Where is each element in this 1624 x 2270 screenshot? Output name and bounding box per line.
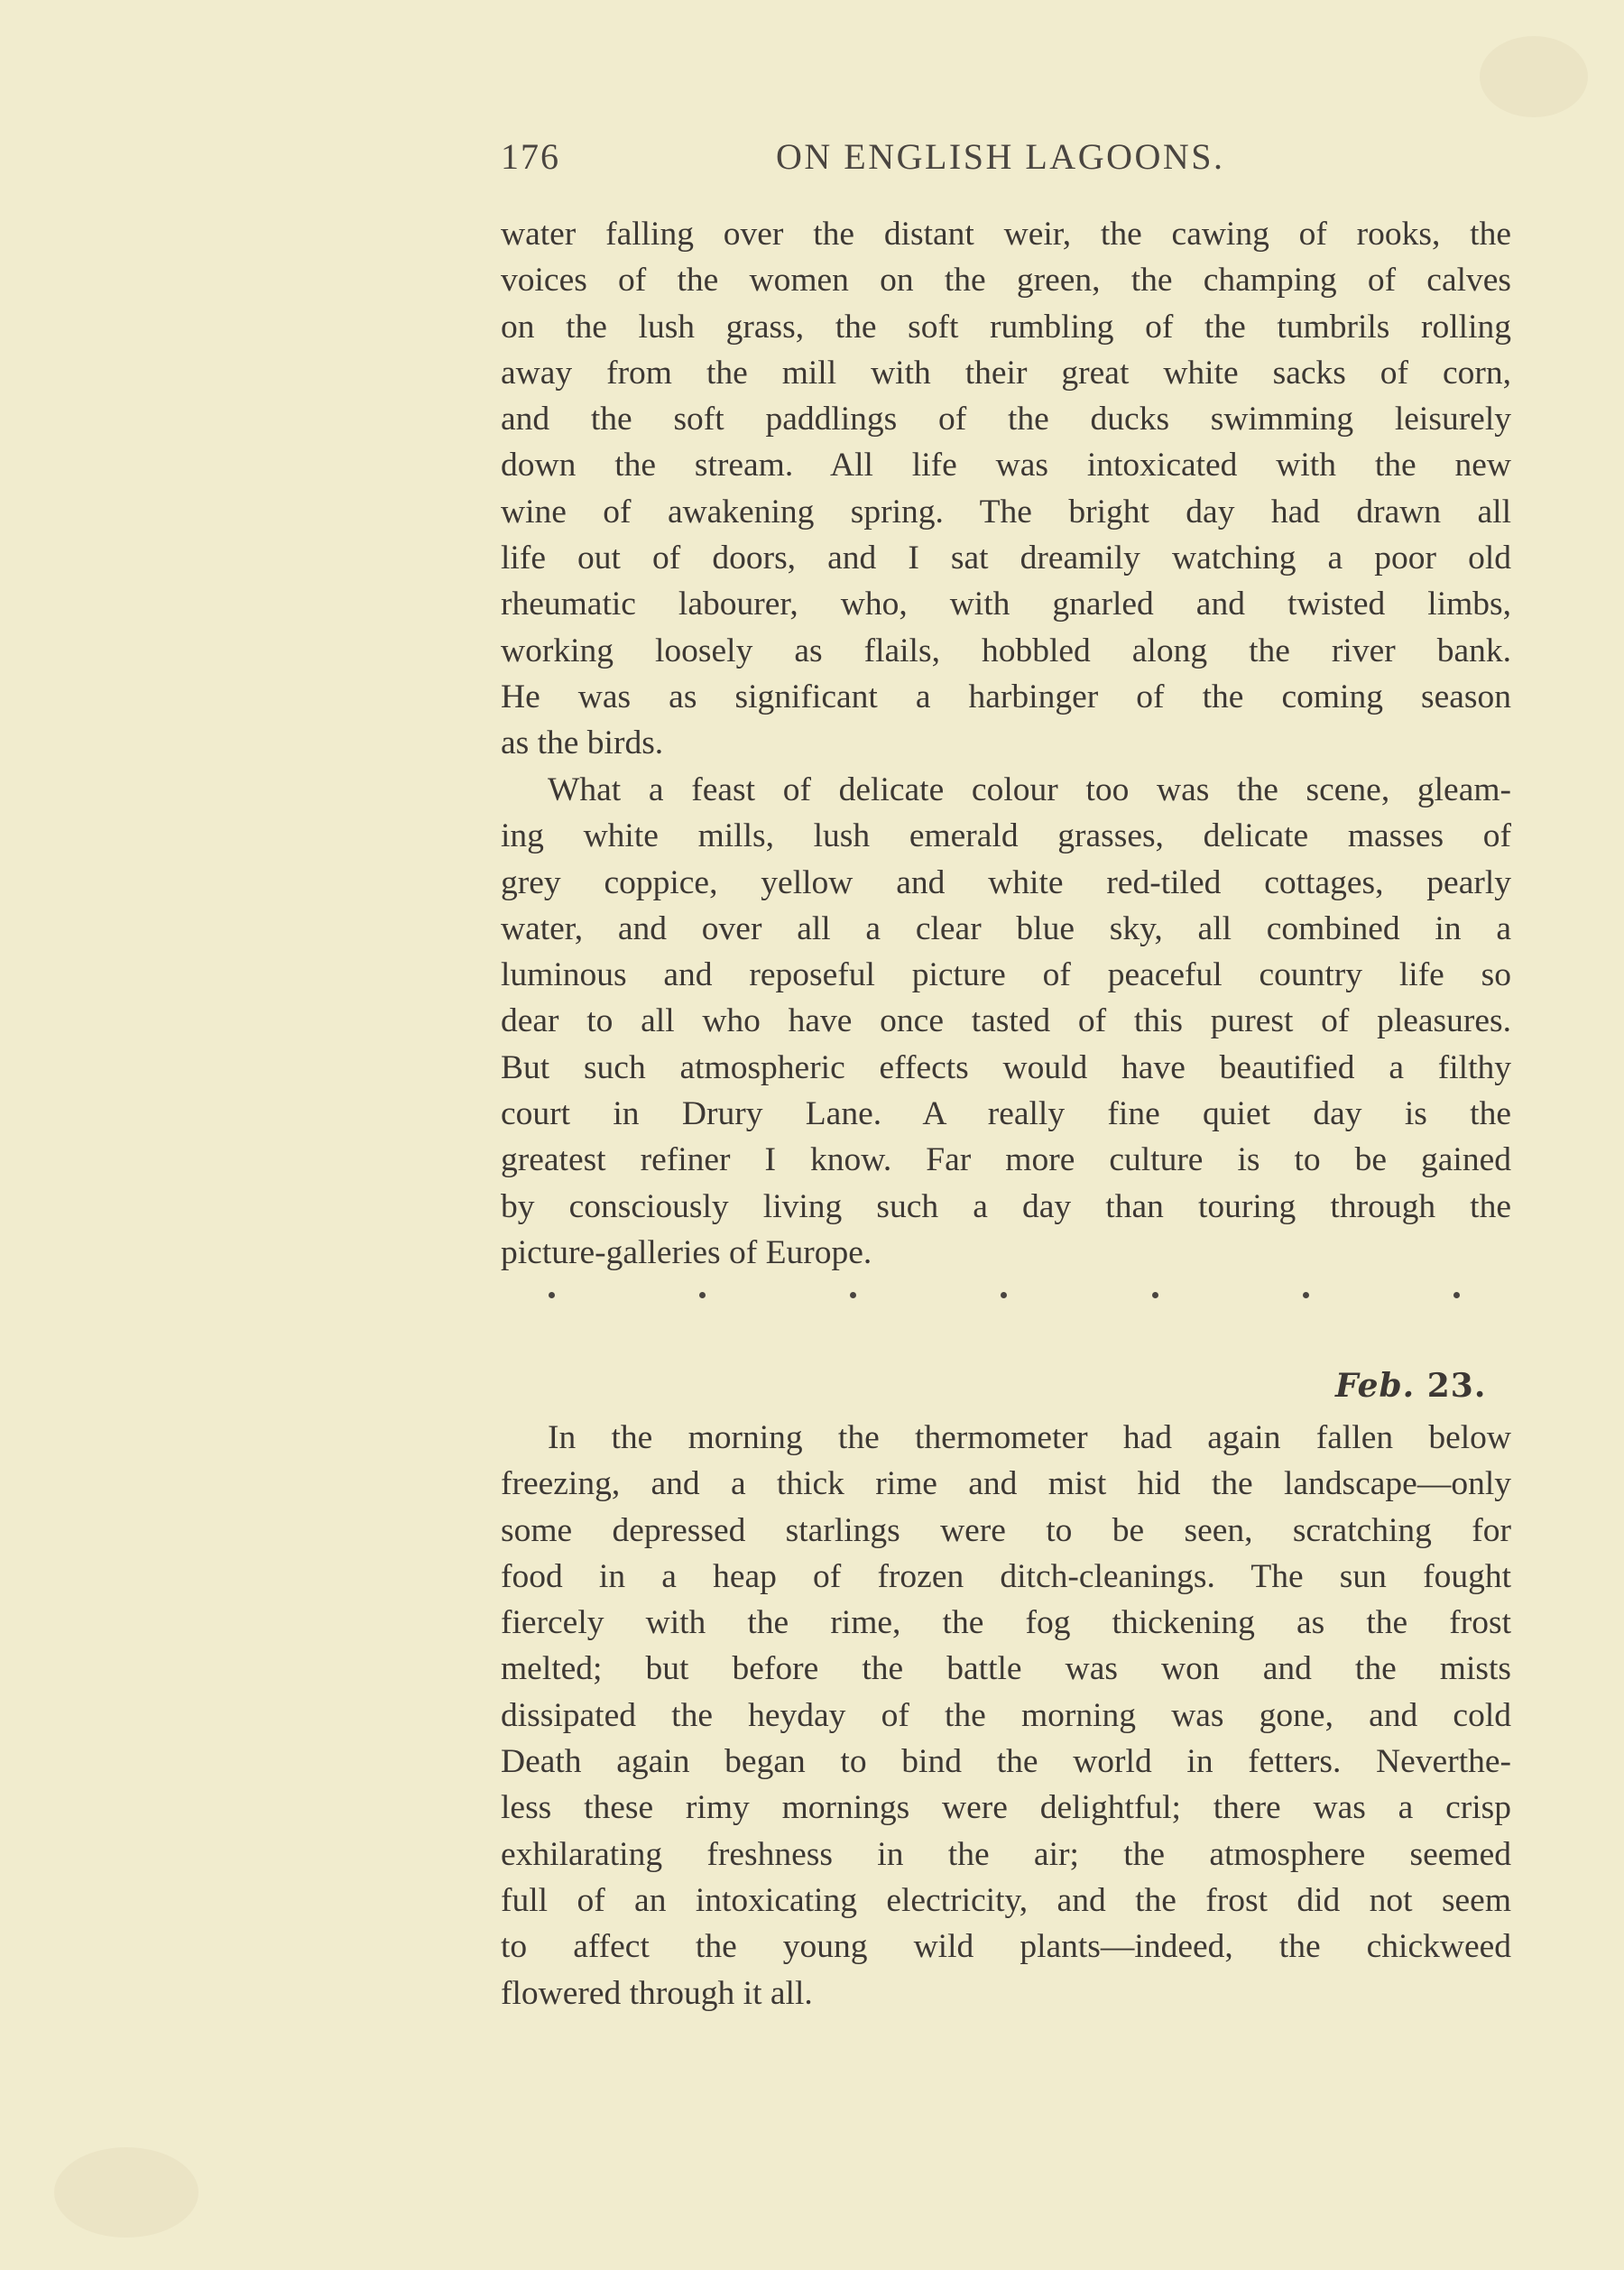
text-line: ing white mills, lush emerald grasses, delicate masses of: [501, 817, 1511, 855]
paragraph-2: [501, 767, 1511, 1276]
text-line: working loosely as flails, hobbled along the river bank.: [501, 632, 1511, 669]
text-line: In the morning the thermometer had again fallen below: [548, 1419, 1511, 1456]
dot: [1001, 1292, 1007, 1298]
dot: [1303, 1292, 1309, 1298]
date-day: 23.: [1426, 1367, 1487, 1405]
dot: [1152, 1292, 1158, 1298]
text-line: grey coppice, yellow and white red-tiled cottages, pearly: [501, 863, 1511, 901]
date-month: Feb.: [1335, 1367, 1416, 1405]
text-line: less these rimy mornings were delightful; there was a crisp: [501, 1789, 1511, 1827]
text-line: dissipated the heyday of the morning was gone, and cold: [501, 1696, 1511, 1734]
text-line: flowered through it all.: [501, 1974, 813, 2012]
text-line: luminous and reposeful picture of peaceful country life so: [501, 956, 1511, 994]
text-line: fiercely with the rime, the fog thickening as the frost: [501, 1604, 1511, 1642]
text-line: water, and over all a clear blue sky, all combined in a: [501, 909, 1511, 947]
text-line: court in Drury Lane. A really fine quiet day is the: [501, 1095, 1511, 1133]
text-line: as the birds.: [501, 724, 664, 762]
text-line: down the stream. All life was intoxicated with the new: [501, 447, 1511, 484]
text-line: voices of the women on the green, the champing of calves: [501, 262, 1511, 300]
text-line: life out of doors, and I sat dreamily watching a poor old: [501, 540, 1511, 577]
paragraph-1: [501, 211, 1511, 767]
dot: [1453, 1292, 1460, 1298]
text-line: food in a heap of frozen ditch-cleanings. The sun fought: [501, 1557, 1511, 1595]
text-line: and the soft paddlings of the ducks swimming leisurely: [501, 401, 1511, 438]
text-line: on the lush grass, the soft rumbling of the tumbrils rolling: [501, 308, 1511, 346]
text-line: dear to all who have once tasted of this purest of pleasures.: [501, 1002, 1511, 1040]
text-line: exhilarating freshness in the air; the atmosphere seemed: [501, 1835, 1511, 1873]
text-line: freezing, and a thick rime and mist hid the landscape—only: [501, 1465, 1511, 1503]
text-line: melted; but before the battle was won and the mists: [501, 1650, 1511, 1688]
text-line: But such atmospheric effects would have beautified a filthy: [501, 1048, 1511, 1086]
text-line: some depressed starlings were to be seen, scratching for: [501, 1511, 1511, 1549]
text-line: away from the mill with their great white sacks of corn,: [501, 354, 1511, 392]
text-line: Death again began to bind the world in fetters. Neverthe-: [501, 1743, 1511, 1781]
running-title: ON ENGLISH LAGOONS.: [776, 136, 1225, 177]
text-line: greatest refiner I know. Far more culture is to be gained: [501, 1141, 1511, 1179]
text-line: wine of awakening spring. The bright day had drawn all: [501, 493, 1511, 531]
dot: [850, 1292, 856, 1298]
page-number: 176: [501, 136, 560, 177]
text-line: picture-galleries of Europe.: [501, 1233, 872, 1271]
paper-stain: [54, 2147, 198, 2238]
paragraph-3: [501, 1415, 1511, 2016]
text-line: What a feast of delicate colour too was the scene, gleam-: [548, 771, 1511, 808]
text-line: rheumatic labourer, who, with gnarled and twisted limbs,: [501, 586, 1511, 623]
page-header: [501, 135, 1516, 189]
dot: [549, 1292, 555, 1298]
entry-date: [1335, 1367, 1486, 1405]
text-line: He was as significant a harbinger of the coming season: [501, 678, 1511, 715]
section-break-dots: [549, 1292, 1460, 1319]
text-line: to affect the young wild plants—indeed, the chickweed: [501, 1928, 1511, 1966]
text-line: full of an intoxicating electricity, and the frost did not seem: [501, 1881, 1511, 1919]
dot: [699, 1292, 706, 1298]
paper-stain: [1480, 36, 1588, 117]
text-line: by consciously living such a day than touring through the: [501, 1187, 1511, 1225]
text-line: water falling over the distant weir, the cawing of rooks, the: [501, 216, 1511, 253]
